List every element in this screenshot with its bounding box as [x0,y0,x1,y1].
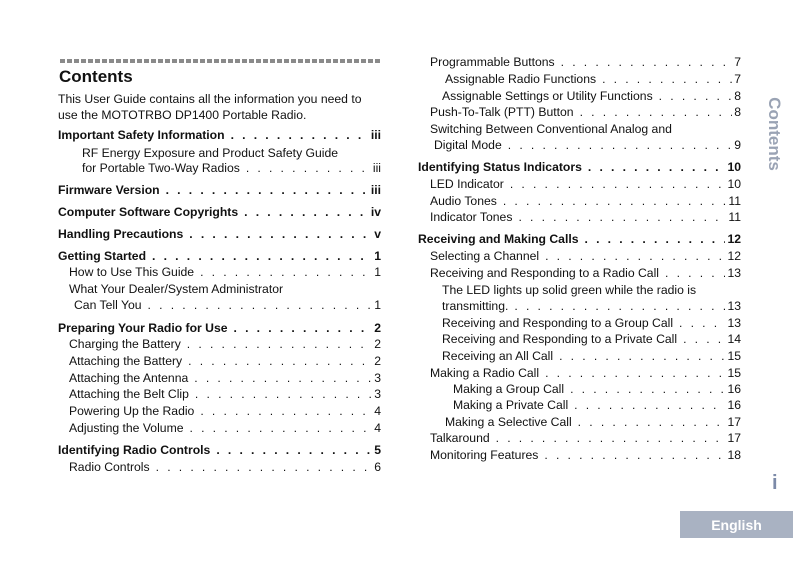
toc-entry[interactable]: Indicator Tones . . . 11 [418,209,741,225]
toc-entry[interactable]: Making a Selective Call . . . 17 [418,414,741,430]
toc-entry[interactable]: Audio Tones . . . 11 [418,193,741,209]
toc-entry[interactable]: Receiving and Responding to a Group Call . . . 13 [418,315,741,331]
toc-entry[interactable]: Powering Up the Radio . . . 4 [58,403,381,419]
section-side-tab [756,84,792,184]
toc-entry[interactable]: Talkaround . . . 17 [418,430,741,446]
toc-entry[interactable]: Push-To-Talk (PTT) Button . . . 8 [418,104,741,120]
toc-entry[interactable]: Receiving an All Call . . . 15 [418,348,741,364]
toc-entry[interactable]: How to Use This Guide . . . 1 [58,264,381,280]
language-label: English [680,511,793,538]
toc-entry[interactable]: Identifying Status Indicators . . . 10 [418,159,741,175]
toc-entry[interactable]: Monitoring Features . . . 18 [418,447,741,463]
toc-entry[interactable]: Attaching the Belt Clip . . . 3 [58,386,381,402]
toc-entry[interactable]: Important Safety Information . . . iii [58,127,381,143]
toc-entry[interactable]: Radio Controls . . . 6 [58,459,381,475]
toc-left-column [58,0,381,561]
toc-entry[interactable]: LED Indicator . . . 10 [418,176,741,192]
toc-entry-line: RF Energy Exposure and Product Safety Guide [82,146,339,160]
toc-right-column [418,0,741,561]
toc-entry[interactable]: Making a Radio Call . . . 15 [418,365,741,381]
toc-entry[interactable]: Making a Private Call . . . 16 [418,397,741,413]
toc-entry[interactable]: Preparing Your Radio for Use . . . 2 [58,320,381,336]
toc-entry[interactable]: Adjusting the Volume . . . 4 [58,420,381,436]
toc-entry[interactable]: Receiving and Responding to a Private Call . . . 14 [418,331,741,347]
toc-entry[interactable]: Receiving and Making Calls . . . 12 [418,231,741,247]
toc-entry[interactable]: Computer Software Copyrights . . . iv [58,204,381,220]
intro-text: This User Guide contains all the information you need to use the MOTOTRBO DP1400 Portable Radio. [58,92,362,122]
toc-entry[interactable]: for Portable Two-Way Radios . . . iii [58,160,381,176]
toc-entry[interactable]: Assignable Settings or Utility Functions . . . 8 [418,88,741,104]
side-tab-label: Contents [765,97,785,171]
toc-entry-line: Switching Between Conventional Analog and [430,122,672,136]
toc-entry[interactable]: Identifying Radio Controls . . . 5 [58,442,381,458]
toc-entry[interactable]: Attaching the Antenna . . . 3 [58,370,381,386]
toc-entry[interactable]: Getting Started . . . 1 [58,248,381,264]
toc-entry[interactable]: Handling Precautions . . . v [58,226,381,242]
toc-entry-line: The LED lights up solid green while the radio is [442,283,697,297]
toc-entry[interactable]: Attaching the Battery . . . 2 [58,353,381,369]
toc-entry[interactable]: Can Tell You . . . 1 [58,297,381,313]
page-number: i [772,472,778,494]
toc-entry[interactable]: Receiving and Responding to a Radio Call . . . 13 [418,265,741,281]
toc-entry[interactable]: Digital Mode . . . 9 [418,137,741,153]
toc-entry[interactable]: Programmable Buttons . . . 7 [418,54,741,70]
toc-entry[interactable]: Charging the Battery . . . 2 [58,336,381,352]
toc-entry[interactable]: transmitting. . . . 13 [418,298,741,314]
page-title: Contents [59,67,133,86]
toc-entry[interactable]: Making a Group Call . . . 16 [418,381,741,397]
toc-entry-line: What Your Dealer/System Administrator [69,282,284,296]
toc-entry[interactable]: Firmware Version . . . iii [58,182,381,198]
toc-entry[interactable]: Assignable Radio Functions . . . 7 [418,71,741,87]
toc-entry[interactable]: Selecting a Channel . . . 12 [418,248,741,264]
